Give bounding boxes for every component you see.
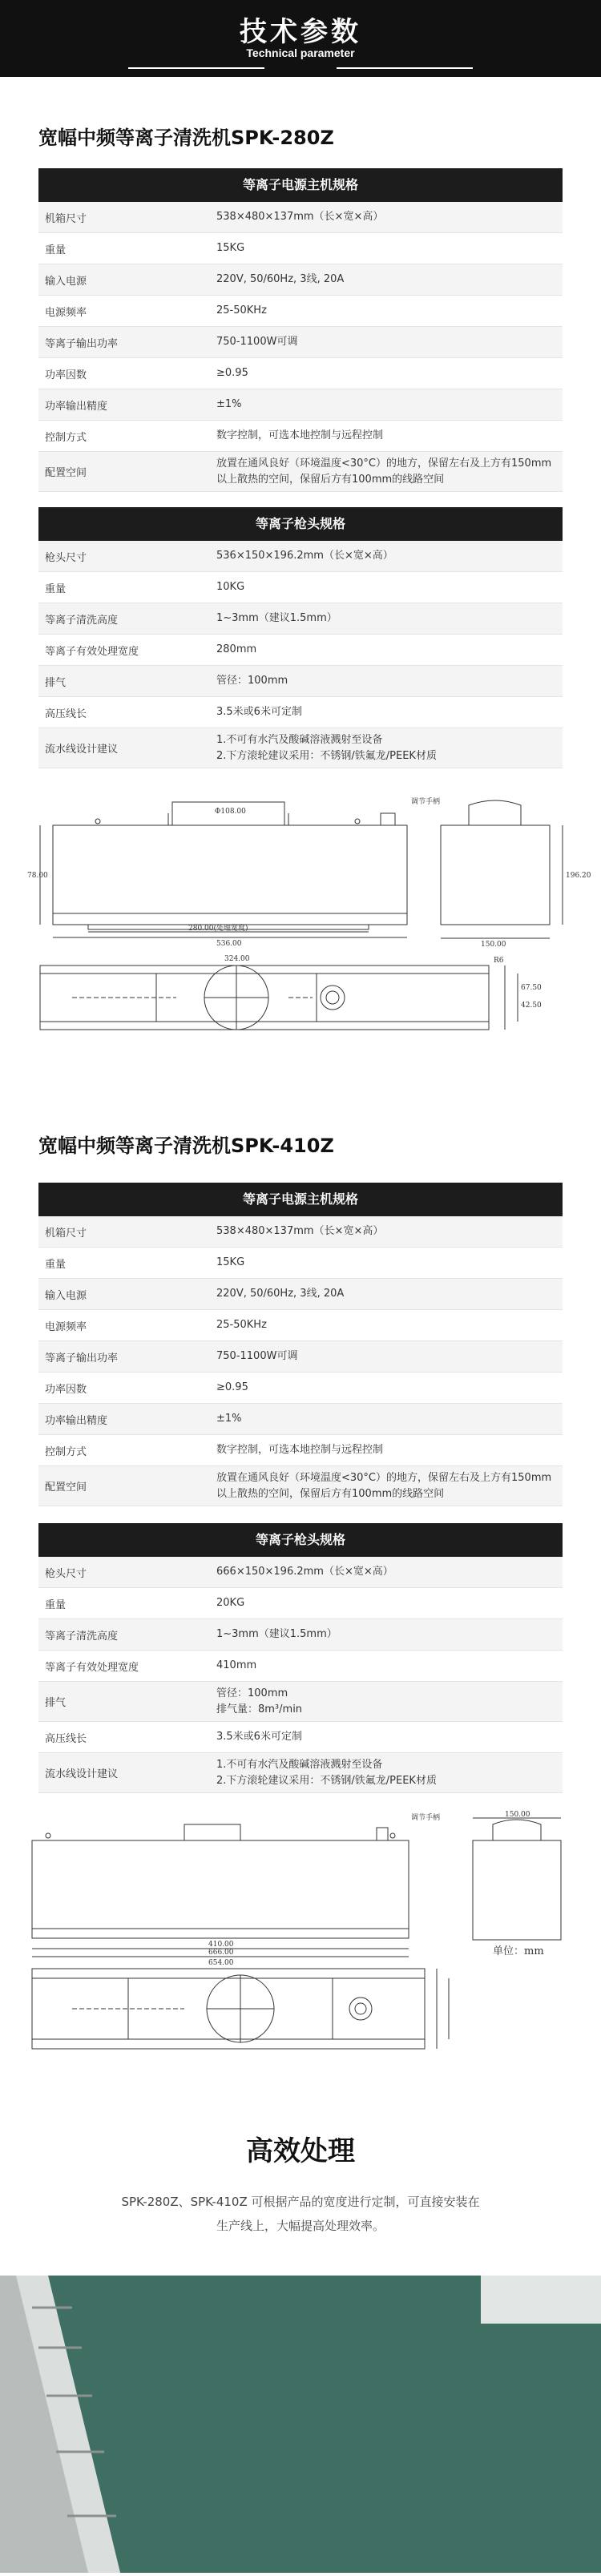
spec-key: 排气 (45, 1697, 67, 1709)
spec-key: 等离子清洗高度 (45, 1630, 119, 1643)
spec-value: 1~3mm（建议1.5mm） (216, 612, 337, 624)
spec-row (38, 697, 563, 728)
spec-key: 流水线设计建议 (45, 744, 119, 756)
dimension-drawing (24, 789, 591, 1054)
header-divider-left (128, 67, 264, 69)
header-banner (0, 0, 601, 77)
spec-row (38, 327, 563, 358)
spec-value: 666×150×196.2mm（长×宽×高） (216, 1566, 393, 1578)
spec-value: 280mm (216, 643, 257, 655)
spec-table-heading: 等离子枪头规格 (38, 507, 563, 541)
spec-value: 538×480×137mm（长×宽×高） (216, 211, 384, 223)
dim-width: 150.00 (481, 941, 506, 949)
unit-label: 单位：mm (493, 1945, 544, 1957)
spec-value: 管径：100mm 排气量：8m³/min (216, 1687, 303, 1715)
spec-row (38, 1373, 563, 1404)
spec-value: 放置在通风良好（环境温度<30°C）的地方，保留左右及上方有150mm以上散热的空间，保留后方有100mm的线路空间 (216, 457, 552, 486)
spec-key: 配置空间 (45, 1482, 87, 1494)
spec-value: ≥0.95 (216, 367, 248, 379)
spec-key: 高压线长 (45, 707, 87, 720)
spec-key: 排气 (45, 676, 67, 689)
spec-row (38, 572, 563, 603)
page-title: 技术参数 (240, 16, 361, 48)
spec-key: 配置空间 (45, 467, 87, 479)
spec-row (38, 1722, 563, 1753)
spec-row (38, 1435, 563, 1466)
spec-value: 20KG (216, 1597, 245, 1609)
spec-row (38, 358, 563, 389)
spec-key: 功率输出精度 (45, 400, 108, 413)
spec-value: 放置在通风良好（环境温度<30°C）的地方，保留左右及上方有150mm以上散热的空间，保留后方有100mm的线路空间 (216, 1471, 552, 1500)
spec-key: 机箱尺寸 (45, 212, 87, 225)
spec-value: 1.不可有水汽及酸碱溶液溅射至设备 2.下方滚轮建议采用：不锈钢/铁氟龙/PEEK材质 (216, 733, 437, 762)
spec-key: 等离子清洗高度 (45, 614, 119, 627)
spec-value: 220V, 50/60Hz, 3线, 20A (216, 1288, 345, 1300)
spec-row (38, 1310, 563, 1341)
spec-value: 25-50KHz (216, 304, 267, 316)
spec-value: 220V, 50/60Hz, 3线, 20A (216, 273, 345, 285)
spec-row (38, 1279, 563, 1310)
dim-height: 196.20 (566, 872, 591, 880)
spec-value: ≥0.95 (216, 1381, 248, 1393)
section-text: SPK-280Z、SPK-410Z 可根据产品的宽度进行定制，可直接安装在生产线上，大幅提高处理效率。 (121, 2195, 480, 2233)
spec-table-body (38, 1557, 563, 1793)
section-title: 高效处理 (246, 2135, 355, 2167)
spec-key: 控制方式 (45, 431, 87, 444)
spec-table-heading: 等离子枪头规格 (38, 1523, 563, 1557)
dim-diameter: Φ108.00 (215, 808, 246, 816)
spec-row (38, 1557, 563, 1588)
spec-table-body (38, 541, 563, 768)
spec-table-body (38, 1216, 563, 1506)
spec-value: 数字控制，可选本地控制与远程控制 (216, 429, 384, 441)
spec-row (38, 1651, 563, 1682)
spec-key: 电源频率 (45, 306, 87, 319)
spec-value: 管径：100mm (216, 675, 288, 687)
dim-length: 536.00 (216, 940, 242, 948)
spec-value: 410mm (216, 1659, 257, 1671)
dim-inner: 324.00 (224, 955, 250, 963)
spec-row (38, 1682, 563, 1722)
spec-row (38, 1588, 563, 1619)
spec-key: 枪头尺寸 (45, 1567, 87, 1580)
spec-value: 538×480×137mm（长×宽×高） (216, 1225, 384, 1237)
spec-value: 数字控制，可选本地控制与远程控制 (216, 1444, 384, 1456)
spec-key: 功率输出精度 (45, 1414, 108, 1427)
spec-table-heading: 等离子电源主机规格 (38, 168, 563, 202)
dim-treat-width: 410.00 (208, 1941, 234, 1949)
product-title: 宽幅中频等离子清洗机SPK-280Z (38, 127, 334, 149)
spec-value: 15KG (216, 242, 245, 254)
dim-depth-a: 67.50 (521, 984, 542, 992)
spec-key: 电源频率 (45, 1320, 87, 1333)
spec-key: 高压线长 (45, 1732, 87, 1745)
dimension-drawing (24, 1808, 577, 2065)
spec-row (38, 264, 563, 296)
spec-key: 重量 (45, 1258, 67, 1271)
dim-body-height: 78.00 (27, 872, 48, 880)
spec-row (38, 1753, 563, 1793)
spec-table-heading: 等离子电源主机规格 (38, 1183, 563, 1216)
production-line-photo (0, 2276, 601, 2573)
spec-table-body (38, 202, 563, 492)
spec-row (38, 635, 563, 666)
spec-value: 3.5米或6米可定制 (216, 706, 302, 718)
spec-row (38, 452, 563, 492)
host-spec-table (38, 168, 563, 492)
spec-value: 750-1100W可调 (216, 336, 298, 348)
spec-key: 输入电源 (45, 1289, 87, 1302)
spec-row (38, 541, 563, 572)
spec-key: 机箱尺寸 (45, 1227, 87, 1240)
host-spec-table (38, 1183, 563, 1506)
dim-handle: 调节手柄 (411, 798, 441, 806)
spec-value: 1.不可有水汽及酸碱溶液溅射至设备 2.下方滚轮建议采用：不锈钢/铁氟龙/PEEK材质 (216, 1758, 437, 1787)
spec-key: 重量 (45, 583, 67, 595)
spec-value: 1~3mm（建议1.5mm） (216, 1628, 337, 1640)
spec-value: ±1% (216, 398, 242, 410)
spec-row (38, 603, 563, 635)
spec-key: 重量 (45, 244, 67, 256)
spec-row (38, 1248, 563, 1279)
page-subtitle: Technical parameter (246, 46, 355, 59)
spec-row (38, 296, 563, 327)
dim-radius: R6 (494, 957, 504, 965)
spec-value: 750-1100W可调 (216, 1350, 298, 1362)
spec-row (38, 1216, 563, 1248)
dim-handle: 调节手柄 (411, 1814, 441, 1822)
spec-row (38, 202, 563, 233)
dim-depth-b: 42.50 (521, 1002, 542, 1010)
spec-row (38, 728, 563, 768)
spec-key: 等离子输出功率 (45, 1352, 119, 1365)
spec-value: 25-50KHz (216, 1319, 267, 1331)
spec-row (38, 389, 563, 421)
spec-value: 536×150×196.2mm（长×宽×高） (216, 550, 393, 562)
spec-key: 流水线设计建议 (45, 1768, 119, 1780)
header-divider-right (337, 67, 473, 69)
spec-key: 等离子有效处理宽度 (45, 645, 139, 658)
spec-key: 等离子有效处理宽度 (45, 1661, 139, 1674)
spec-value: 10KG (216, 581, 245, 593)
spec-key: 控制方式 (45, 1445, 87, 1458)
spec-row (38, 421, 563, 452)
dim-inner: 654.00 (208, 1959, 234, 1967)
spec-row (38, 1466, 563, 1506)
product-title: 宽幅中频等离子清洗机SPK-410Z (38, 1135, 334, 1157)
spec-value: 15KG (216, 1256, 245, 1268)
spec-value: ±1% (216, 1413, 242, 1425)
dim-treat-width: 280.00(处理宽度) (188, 925, 248, 933)
spec-key: 等离子输出功率 (45, 337, 119, 350)
spec-value: 3.5米或6米可定制 (216, 1731, 302, 1743)
dim-length: 666.00 (208, 1949, 234, 1957)
spec-row (38, 233, 563, 264)
spec-key: 输入电源 (45, 275, 87, 288)
spec-row (38, 666, 563, 697)
spec-row (38, 1341, 563, 1373)
spec-key: 功率因数 (45, 369, 87, 381)
dim-width: 150.00 (505, 1811, 530, 1819)
spec-row (38, 1404, 563, 1435)
gun-spec-table (38, 507, 563, 768)
spec-key: 枪头尺寸 (45, 551, 87, 564)
spec-key: 重量 (45, 1598, 67, 1611)
spec-key: 功率因数 (45, 1383, 87, 1396)
gun-spec-table (38, 1523, 563, 1793)
spec-row (38, 1619, 563, 1651)
